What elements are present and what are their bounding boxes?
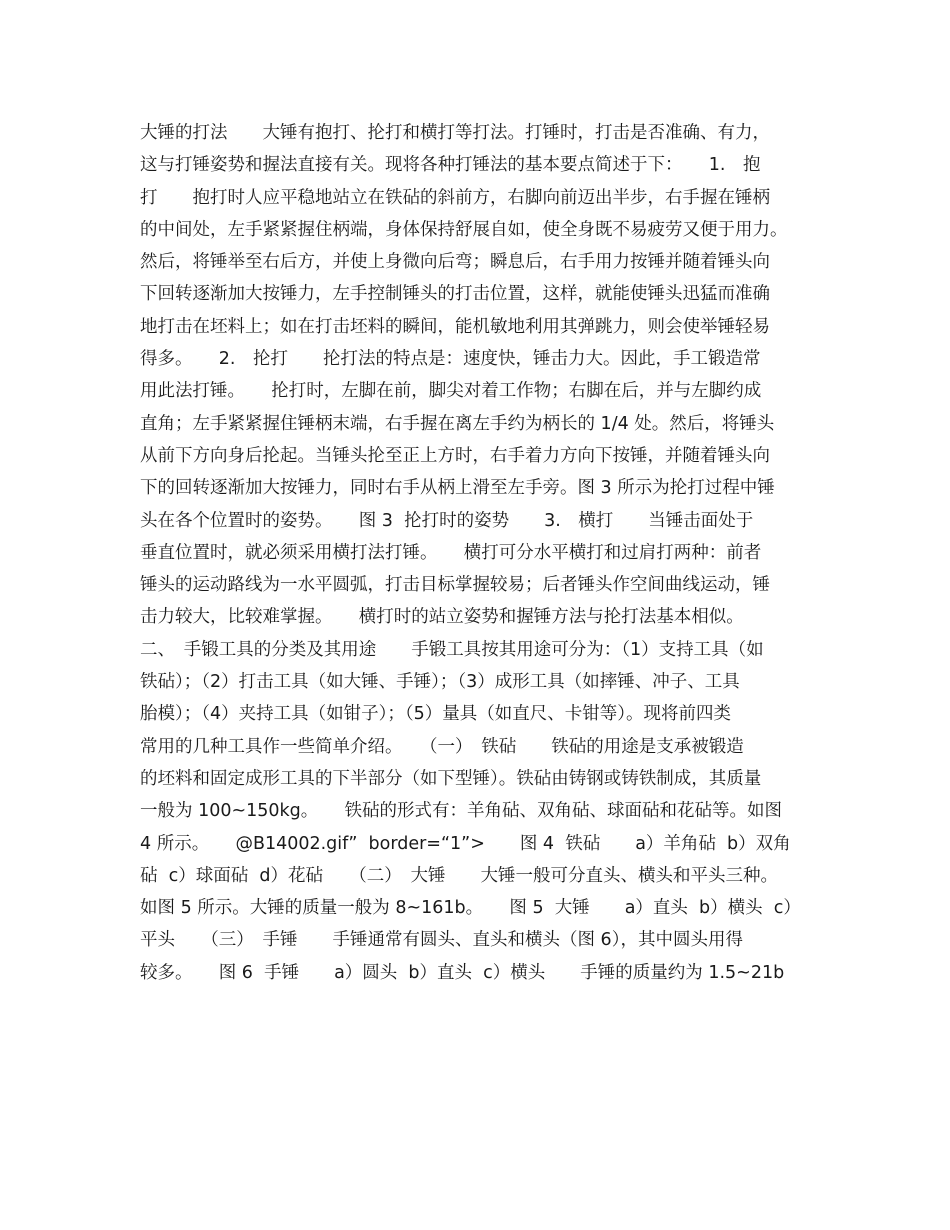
text-line: 下回转逐渐加大按锤力，左手控制锤头的打击位置，这样，就能使锤头迅猛而准确: [140, 284, 770, 305]
text-line: 然后，将锤举至右后方，并使上身微向后弯；瞬息后，右手用力按锤并随着锤头向: [140, 252, 770, 273]
text-line: 如图 5 所示。大锤的质量一般为 8~161b。 图 5 大锤 a）直头 b）横头 c）: [140, 898, 801, 919]
text-line: 用此法打锤。 抡打时，左脚在前，脚尖对着工作物；右脚在后，并与左脚约成: [140, 381, 762, 402]
text-line: 砧 c）球面砧 d）花砧 （二） 大锤 大锤一般可分直头、横头和平头三种。: [140, 865, 778, 886]
text-line: 下的回转逐渐加大按锤力，同时右手从柄上滑至左手旁。图 3 所示为抡打过程中锤: [140, 478, 775, 499]
text-line: 一般为 100~150kg。 铁砧的形式有：羊角砧、双角砧、球面砧和花砧等。如图: [140, 801, 783, 822]
text-line: 从前下方向身后抡起。当锤头抡至正上方时，右手着力方向下按锤，并随着锤头向: [140, 445, 770, 466]
text-line: 这与打锤姿势和握法直接有关。现将各种打锤法的基本要点简述于下： 1. 抱: [140, 155, 761, 176]
text-line: 垂直位置时，就必须采用横打法打锤。 横打可分水平横打和过肩打两种：前者: [140, 542, 762, 563]
text-line: 常用的几种工具作一些简单介绍。 （一） 铁砧 铁砧的用途是支承被锻造: [140, 736, 744, 757]
text-line: 的中间处，左手紧紧握住柄端，身体保持舒展自如，使全身既不易疲劳又便于用力。: [140, 219, 788, 240]
text-line: 较多。 图 6 手锤 a）圆头 b）直头 c）横头 手锤的质量约为 1.5~21b: [140, 962, 785, 983]
text-line: 击力较大，比较难掌握。 横打时的站立姿势和握锤方法与抡打法基本相似。: [140, 607, 744, 628]
text-line: 大锤的打法 大锤有抱打、抡打和横打等打法。打锤时，打击是否准确、有力，: [140, 123, 770, 143]
text-line: 直角；左手紧紧握住锤柄末端，右手握在离左手约为柄长的 1/4 处。然后，将锤头: [140, 413, 775, 434]
document-body: [140, 117, 820, 989]
text-line: 平头 （三） 手锤 手锤通常有圆头、直头和横头（图 6），其中圆头用得: [140, 930, 743, 951]
text-line: 胎模）；（4）夹持工具（如钳子）；（5）量具（如直尺、卡钳等）。现将前四类: [140, 704, 732, 725]
text-line: 4 所示。 @B14002.gif” border=“1”> 图 4 铁砧 a）羊角砧 b）双角: [140, 833, 791, 854]
text-line: 得多。 2. 抡打 抡打法的特点是：速度快，锤击力大。因此，手工锻造常: [140, 349, 761, 370]
text-line: 锤头的运动路线为一水平圆弧，打击目标掌握较易；后者锤头作空间曲线运动，锤: [140, 575, 770, 596]
text-line: 二、 手锻工具的分类及其用途 手锻工具按其用途可分为：（1）支持工具（如: [140, 639, 764, 660]
text-line: 铁砧）；（2）打击工具（如大锤、手锤）；（3）成形工具（如摔锤、冲子、工具: [140, 672, 740, 693]
text-line: 头在各个位置时的姿势。 图 3 抡打时的姿势 3. 横打 当锤击面处于: [140, 510, 754, 531]
text-line: 地打击在坯料上；如在打击坯料的瞬间，能机敏地利用其弹跳力，则会使举锤轻易: [140, 316, 770, 337]
text-line: 打 抱打时人应平稳地站立在铁砧的斜前方，右脚向前迈出半步，右手握在锤柄: [140, 187, 770, 208]
text-line: 的坯料和固定成形工具的下半部分（如下型锤）。铁砧由铸钢或铸铁制成，其质量: [140, 768, 762, 789]
